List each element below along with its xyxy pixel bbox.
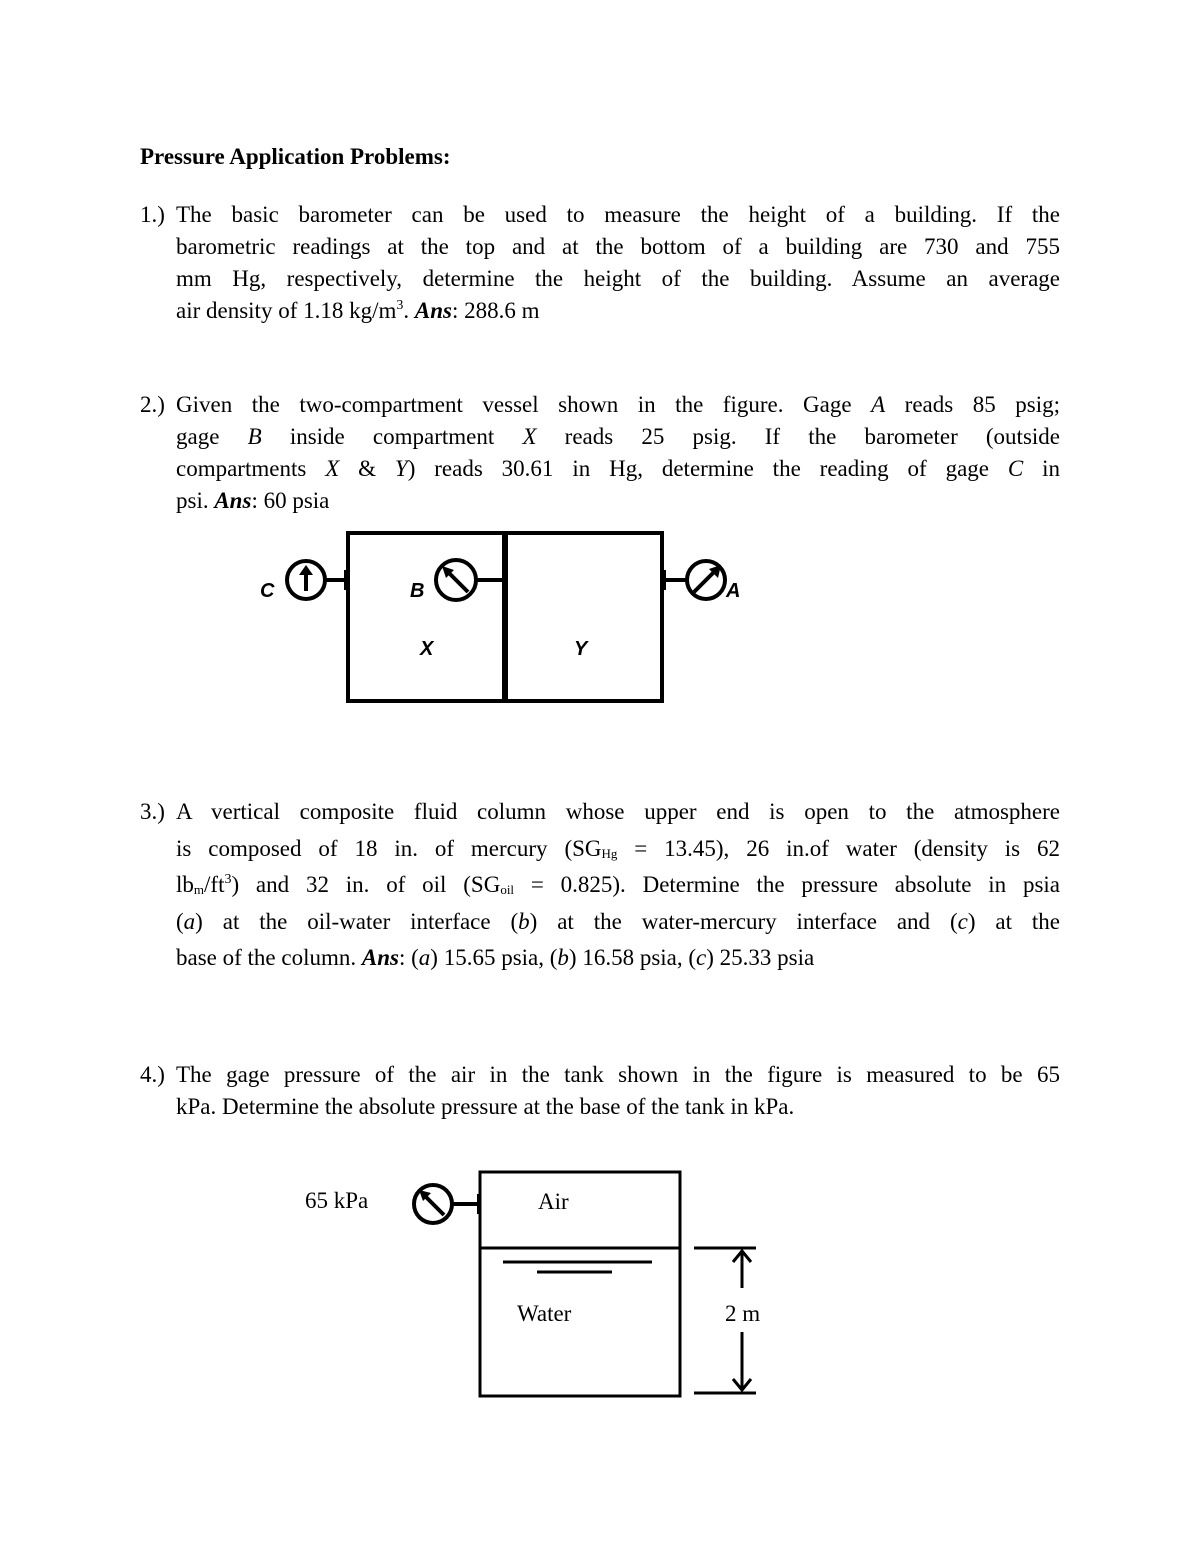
text-segment: reads 85 psig;: [885, 392, 1061, 417]
text-line: [176, 421, 1060, 453]
gauge-b-icon: [436, 560, 505, 600]
text-segment: ) at the oil-water interface (: [195, 908, 519, 934]
text-segment: compartments: [176, 456, 326, 481]
text-segment: ) at the water-mercury interface and (: [529, 908, 958, 934]
label-b: B: [410, 580, 425, 602]
label-x: X: [420, 638, 434, 660]
text-line: [176, 867, 1060, 904]
pressure-gauge-icon: [414, 1185, 480, 1223]
var-x: X: [522, 424, 537, 449]
problem-text: [176, 1059, 1060, 1123]
answer-value: : 288.6 m: [451, 298, 540, 323]
text-segment: /ft: [204, 872, 225, 897]
var-b: b: [518, 908, 530, 934]
text-segment: inside compartment: [261, 424, 523, 449]
text-line: barometric readings at the top and at the bottom of a building are 730 and 755: [176, 234, 1060, 259]
tank-outline: [480, 1172, 680, 1396]
text-segment: reads 25 psig. If the barometer (outside: [536, 424, 1061, 449]
text-segment: air density of 1.18 kg/m: [176, 298, 397, 323]
var-c: c: [696, 945, 707, 970]
text-line: kPa. Determine the absolute pressure at the base of the tank in kPa.: [176, 1094, 795, 1119]
tank-figure: [290, 1160, 770, 1410]
subscript: oil: [500, 882, 515, 897]
text-segment: : (: [398, 945, 419, 970]
subscript: m: [193, 882, 205, 897]
text-segment: psi.: [176, 488, 215, 513]
water-label: Water: [517, 1301, 572, 1326]
text-segment: ) 25.33 psia: [706, 945, 815, 970]
answer-label: Ans: [414, 298, 452, 323]
problem-text: [176, 199, 1060, 327]
text-segment: ) 15.65 psia, (: [430, 945, 558, 970]
problem-3: [140, 794, 1060, 977]
var-a: a: [418, 945, 431, 970]
text-segment: = 13.45), 26 in.of water (density is 62: [617, 835, 1060, 861]
text-segment: gage: [176, 424, 248, 449]
var-a: a: [183, 908, 196, 934]
text-segment: Given the two-compartment vessel shown in the figure. Gage: [176, 392, 872, 417]
two-compartment-vessel-figure: [250, 525, 770, 715]
text-line: [176, 904, 1060, 941]
var-c: C: [1007, 456, 1024, 481]
text-segment: &: [339, 456, 395, 481]
problem-number: 4.): [140, 1062, 165, 1087]
text-segment: ) at the: [967, 908, 1061, 934]
problem-number: 3.): [140, 799, 165, 824]
air-label: Air: [538, 1189, 569, 1214]
text-line: [176, 453, 1060, 485]
subscript: Hg: [601, 845, 618, 861]
text-segment: ) and 32 in. of oil (SG: [231, 872, 501, 897]
var-b: b: [557, 945, 569, 970]
text-segment: .: [403, 298, 410, 323]
problem-1: [140, 199, 1060, 327]
answer-value: : 60 psia: [251, 488, 330, 513]
text-line: [176, 831, 1060, 868]
label-c: C: [260, 580, 275, 602]
text-line: [176, 940, 1060, 977]
label-a: A: [726, 580, 741, 602]
var-a: A: [871, 392, 886, 417]
text-segment: is composed of 18 in. of mercury (SG: [176, 835, 602, 861]
superscript: 3: [224, 872, 232, 887]
text-segment: ) 16.58 psia, (: [568, 945, 697, 970]
problem-number: 2.): [140, 392, 165, 417]
problem-text: [176, 389, 1060, 517]
var-b: B: [247, 424, 262, 449]
text-line: [176, 295, 1060, 327]
height-label: 2 m: [725, 1301, 761, 1326]
text-line: [176, 485, 1060, 517]
text-line: The gage pressure of the air in the tank shown in the figure is measured to be 65: [176, 1062, 1060, 1087]
gauge-c-icon: [287, 561, 348, 599]
label-y: Y: [574, 638, 588, 660]
text-segment: in: [1023, 456, 1060, 481]
gauge-pressure-label: 65 kPa: [305, 1188, 369, 1213]
answer-label: Ans: [361, 945, 399, 970]
text-line: mm Hg, respectively, determine the height of the building. Assume an average: [176, 266, 1060, 291]
problem-4: [140, 1059, 1060, 1123]
gauge-a-icon: [662, 561, 725, 599]
problem-number: 1.): [140, 202, 165, 227]
text-line: A vertical composite fluid column whose upper end is open to the atmosphere: [176, 799, 1060, 824]
text-line: The basic barometer can be used to measure the height of a building. If the: [176, 202, 1060, 227]
var-x: X: [325, 456, 340, 481]
problem-2: [140, 389, 1060, 517]
text-segment: base of the column.: [176, 945, 362, 970]
var-c: c: [957, 908, 968, 934]
page-title: Pressure Application Problems:: [140, 144, 451, 169]
answer-label: Ans: [214, 488, 252, 513]
text-segment: ) reads 30.61 in Hg, determine the reading of gage: [407, 456, 1008, 481]
text-line: [176, 389, 1060, 421]
text-segment: (: [176, 908, 184, 934]
text-segment: lb: [176, 872, 194, 897]
superscript: 3: [396, 298, 404, 313]
problem-text: [176, 794, 1060, 977]
text-segment: = 0.825). Determine the pressure absolute in psia: [514, 872, 1060, 897]
var-y: Y: [394, 456, 408, 481]
